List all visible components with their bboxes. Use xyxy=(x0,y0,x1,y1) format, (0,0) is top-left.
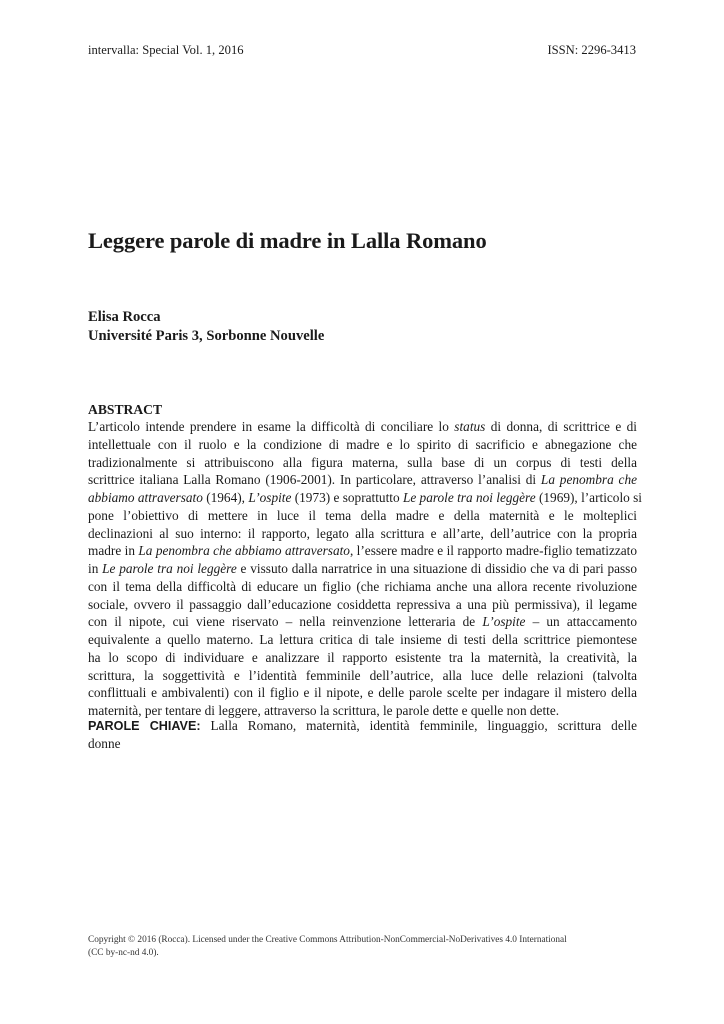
keywords-line xyxy=(88,717,637,735)
abstract-line xyxy=(88,684,637,702)
italic-title: abbiamo attraversato xyxy=(88,490,203,505)
abstract-text: (1964), xyxy=(202,490,249,505)
abstract-line xyxy=(88,542,637,560)
abstract-heading: ABSTRACT xyxy=(88,402,163,417)
abstract-text: ha lo scopo di individuare e analizzare il rapporto esistente tra la maternità, la creatività, la xyxy=(88,649,637,665)
author-affiliation: Université Paris 3, Sorbonne Nouvelle xyxy=(88,328,325,344)
abstract-body xyxy=(88,418,642,720)
abstract-line xyxy=(88,667,637,685)
abstract-text: con il tema della difficoltà di educare un figlio (che richiama anche una allora recente rivoluzione xyxy=(88,578,637,594)
abstract-text: intellettuale con il ruolo e la condizione di madre e lo spirito di sacrificio e abnegazione che xyxy=(88,436,637,452)
author-name: Elisa Rocca xyxy=(88,309,161,325)
abstract-text: pone l’obiettivo di mettere in luce il tema della madre e della maternità e le molteplici xyxy=(88,507,637,523)
abstract-line xyxy=(88,596,637,614)
keywords xyxy=(88,717,637,753)
abstract-text: – un attaccamento xyxy=(525,614,637,630)
abstract-text: sociale, ovvero il passaggio dall’educazione cosiddetta repressiva a una più permissiva), il legame xyxy=(88,596,637,612)
license-footer xyxy=(88,934,648,959)
issn: ISSN: 2296-3413 xyxy=(547,43,636,57)
license-text-line: Copyright © 2016 (Rocca). Licensed under the Creative Commons Attribution-NonCommercial-NoDerivatives 4.0 International xyxy=(88,935,567,945)
abstract-text: declinazioni al suo interno: il rapporto, legato alla scrittura e all’arte, dell’autrice con la propria xyxy=(88,525,637,541)
italic-title: L’ospite xyxy=(248,490,292,505)
abstract-text: conflittuali e ambivalenti) con il figlio e il nipote, e delle parole scelte per indagare il mistero della xyxy=(88,685,637,701)
italic-title: status xyxy=(454,419,486,434)
license-text-line: (CC by-nc-nd 4.0). xyxy=(88,947,159,958)
journal-info: intervalla: Special Vol. 1, 2016 xyxy=(88,43,244,57)
article-title: Leggere parole di madre in Lalla Romano xyxy=(88,228,487,253)
italic-title: L’ospite xyxy=(482,614,526,630)
abstract-line xyxy=(88,418,637,436)
abstract-text: in xyxy=(88,561,103,576)
abstract-line xyxy=(88,631,637,649)
abstract-line xyxy=(88,454,637,472)
keywords-list: Lalla Romano, maternità, identità femminile, linguaggio, scrittura delle xyxy=(200,718,638,733)
abstract-text: (1969), l’articolo si xyxy=(535,490,642,505)
abstract-text: , l’essere madre e il rapporto madre-figlio tematizzato xyxy=(349,543,637,559)
abstract-line xyxy=(88,471,637,489)
abstract-text: scrittura, la soggettività e l’identità femminile dell’autrice, alla luce delle relazioni (talvolta xyxy=(88,667,637,683)
abstract-line xyxy=(88,649,637,667)
abstract-text: e vissuto dalla narratrice in una situazione di dissidio che va di pari passo xyxy=(236,561,637,576)
abstract-text: di donna, di scrittrice e di xyxy=(485,419,637,434)
abstract-text: (1973) e soprattutto xyxy=(291,490,403,505)
abstract-text: con il nipote, cui viene riservato – nella reinvenzione letteraria de xyxy=(88,614,483,630)
abstract-text: scrittrice italiana Lalla Romano (1906-2001). In particolare, attraverso l’analisi di xyxy=(88,472,541,488)
abstract-line xyxy=(88,613,637,631)
abstract-line xyxy=(88,507,637,525)
abstract-line xyxy=(88,489,642,507)
author-block xyxy=(88,308,324,346)
italic-title: Le parole tra noi leggère xyxy=(102,561,237,576)
abstract-text: L’articolo intende prendere in esame la difficoltà di conciliare lo xyxy=(88,419,455,434)
abstract-text: equivalente a quello materno. La lettura critica di tale insieme di testi della scrittrice piemontese xyxy=(88,632,637,647)
abstract-line xyxy=(88,525,637,543)
keywords-label: PAROLE CHIAVE: xyxy=(88,719,201,733)
italic-title: La penombra che xyxy=(540,472,637,488)
abstract-line xyxy=(88,560,637,578)
italic-title: Le parole tra noi leggère xyxy=(402,490,536,505)
abstract-text: madre in xyxy=(88,543,139,559)
abstract-text: tradizionalmente si attribuiscono alla figura materna, sulla base di un corpus di testi della xyxy=(88,454,637,470)
keywords-line: donne xyxy=(88,736,121,751)
abstract-line xyxy=(88,436,637,454)
abstract-text: maternità, per tentare di leggere, attraverso la scrittura, le parole dette e quelle non dette. xyxy=(88,703,560,718)
abstract-line xyxy=(88,578,637,596)
italic-title: La penombra che abbiamo attraversato xyxy=(138,543,350,559)
